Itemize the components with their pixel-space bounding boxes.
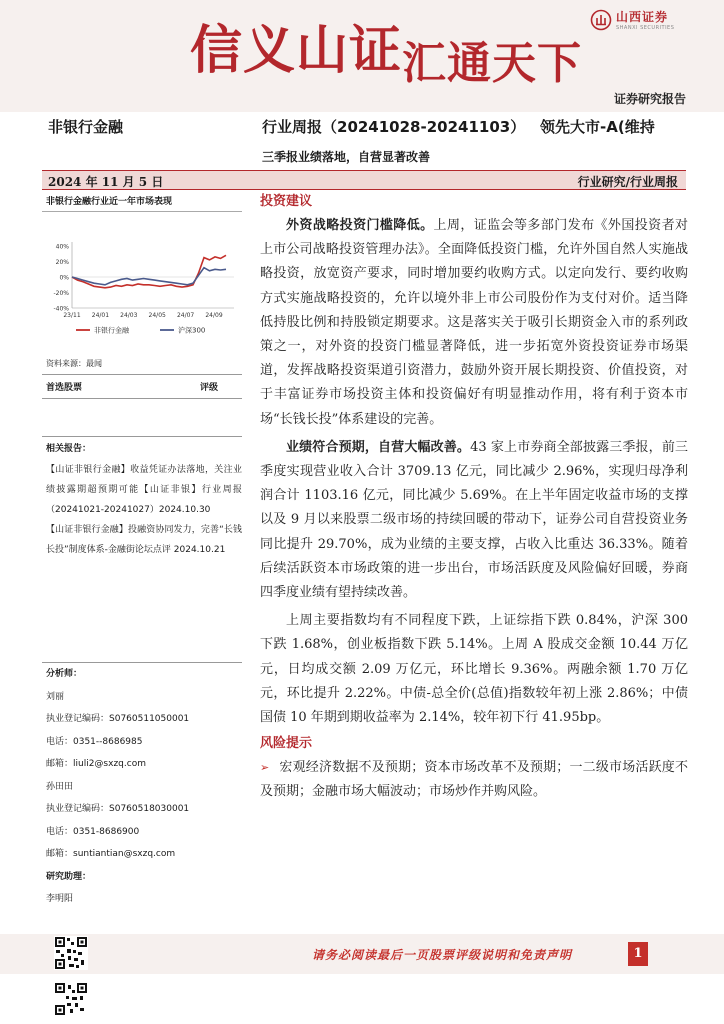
header-banner bbox=[0, 0, 724, 112]
x-tick-label: 24/03 bbox=[120, 312, 138, 319]
top-stock-header bbox=[42, 374, 242, 399]
report-date: 2024 年 11 月 5 日 bbox=[48, 175, 164, 189]
rating-label: 评级 bbox=[199, 383, 218, 393]
series-line bbox=[72, 268, 226, 285]
company-logo bbox=[590, 8, 674, 31]
disclaimer-notice: 请务必阅读最后一页股票评级说明和免责声明 bbox=[312, 948, 573, 962]
section-head-investment: 投资建议 bbox=[260, 194, 313, 209]
analyst-email[interactable]: 邮箱：suntiantian@sxzq.com bbox=[46, 849, 176, 859]
x-tick-label: 24/05 bbox=[148, 312, 166, 319]
analyst-phone: 电话：0351--8686985 bbox=[46, 736, 143, 747]
legend-label: 非银行金融 bbox=[94, 326, 129, 335]
sidebar bbox=[42, 192, 242, 904]
arrow-bullet-icon: ➢ bbox=[260, 761, 270, 775]
industry-rating: 领先大市-A(维持 bbox=[540, 118, 655, 136]
logo-icon bbox=[590, 9, 612, 31]
main-content bbox=[260, 192, 688, 804]
report-type: 证券研究报告 bbox=[613, 92, 686, 106]
x-tick-label: 24/07 bbox=[176, 312, 195, 319]
analyst-name: 刘丽 bbox=[46, 691, 65, 702]
top-stock-label: 首选股票 bbox=[46, 383, 83, 393]
chart-title: 非银行金融行业近一年市场表现 bbox=[42, 192, 242, 212]
qr-code-icon bbox=[54, 936, 88, 970]
analyst-name: 孙田田 bbox=[46, 781, 74, 792]
qr-code-icon bbox=[54, 982, 88, 1016]
legend-label: 沪深300 bbox=[178, 326, 206, 335]
page-number: 1 bbox=[628, 942, 648, 966]
date-bar bbox=[42, 170, 686, 190]
assistant-head: 研究助理： bbox=[46, 871, 92, 882]
y-tick-label: 0% bbox=[59, 274, 69, 282]
y-tick-label: -20% bbox=[53, 290, 69, 297]
related-report-link[interactable]: 【山证非银行金融】收益凭证办法落地，关注业绩披露期超预期可能【山证非银】行业周报（20241021-20241027）2024.10.30 bbox=[46, 465, 242, 515]
sector-title: 非银行金融 bbox=[48, 118, 124, 136]
analyst-info bbox=[42, 662, 242, 911]
report-title: 行业周报（20241028-20241103） bbox=[262, 118, 526, 136]
analyst-reg: 执业登记编码：S0760518030001 bbox=[46, 804, 190, 814]
risk-text: 宏观经济数据不及预期；资本市场改革不及预期；一二级市场活跃度不及预期；金融市场大幅波动；市场炒作并购风险。 bbox=[260, 760, 688, 800]
logo-name-en: SHANXI SECURITIES bbox=[616, 25, 675, 31]
y-tick-label: -40% bbox=[53, 305, 69, 313]
slogan-part2: 汇通天下 bbox=[402, 38, 583, 89]
paragraph-lead: 外资战略投资门槛降低。 bbox=[286, 218, 434, 233]
section-head-risk: 风险提示 bbox=[260, 736, 313, 752]
footer bbox=[0, 934, 724, 974]
analyst-email[interactable]: 邮箱：liuli2@sxzq.com bbox=[46, 759, 146, 769]
x-tick-label: 23/11 bbox=[63, 312, 81, 319]
related-reports bbox=[42, 436, 242, 560]
paragraph-foreign-investment bbox=[260, 214, 688, 432]
y-tick-label: 20% bbox=[55, 259, 69, 266]
assistant-name: 李明阳 bbox=[46, 894, 74, 904]
related-report-link[interactable]: 【山证非银行金融】投融资协同发力，完善“长钱长投”制度体系-金融街论坛点评 2024.10.21 bbox=[46, 525, 242, 555]
x-tick-label: 24/01 bbox=[91, 312, 110, 319]
paragraph-body: 上周，证监会等多部门发布《外国投资者对上市公司战略投资管理办法》。全面降低投资门槛，允许外国自然人实施战略投资，放宽资产要求，同时增加要约收购方式。以定向发行、要约收购方式实施战略投资的，允许以境外非上市公司股份作为支付对价。适当降低持股比例和持股锁定期要求。这是落实关于吸引长期资金入市的系列政策之一，对外资的投资门槛显著降低，进一步拓宽外资投资证券市场渠道，发挥战略投资渠道引资潜力，鼓励外资开展长期投资、价值投资，对于丰富证券市场投资主体和投资偏好有明显推动作用，将有利于资本市场“长钱长投”体系建设的完善。 bbox=[260, 218, 688, 427]
analyst-phone: 电话：0351-8686900 bbox=[46, 826, 140, 837]
logo-name: 山西证券 bbox=[616, 10, 669, 24]
report-category: 行业研究/行业周报 bbox=[577, 175, 678, 189]
y-tick-label: 40% bbox=[55, 243, 69, 251]
slogan bbox=[190, 8, 583, 89]
paragraph-market: 上周主要指数均有不同程度下跌，上证综指下跌 0.84%，沪深 300 下跌 1.68%，创业板指数下跌 5.14%。上周 A 股成交金额 10.44 万亿元，日均成交额 2.09 万亿元，环比增长 9.36%。两融余额 1.70 万亿元，环比提升 2.22%。中债-总全价(总值)指数较年初上涨 2.86%；中债国债 10 年期到期收益率为 2.14%，较年初下行 41.95bp。 bbox=[260, 613, 688, 726]
analyst-reg: 执业登记编码：S0760511050001 bbox=[46, 714, 190, 724]
paragraph-earnings bbox=[260, 436, 688, 605]
risk-item bbox=[260, 756, 688, 804]
x-tick-label: 24/09 bbox=[205, 312, 223, 319]
paragraph-body: 43 家上市券商全部披露三季报，前三季度实现营业收入合计 3709.13 亿元，同比减少 2.96%，实现归母净利润合计 1103.16 亿元，同比减少 5.69%。在上半年固定收益市场的支撑以及 9 月以来股票二级市场的持续回暖的带动下，证券公司自营投资业务同比提升 29.70%，成为业绩的主要支撑，占收入比重达 36.33%。随着后续活跃资本市场政策的进一步出台，市场活跃度及风险偏好回暖，券商四季度业绩有望持续改善。 bbox=[260, 439, 688, 601]
paragraph-lead: 业绩符合预期，自营大幅改善。 bbox=[286, 439, 471, 455]
chart-source: 资料来源：最闻 bbox=[46, 359, 102, 368]
analyst-head: 分析师： bbox=[46, 669, 83, 679]
report-subtitle: 三季报业绩落地，自营显著改善 bbox=[262, 150, 431, 164]
performance-chart bbox=[42, 212, 242, 344]
slogan-part1: 信义山证 bbox=[190, 21, 403, 81]
related-head: 相关报告： bbox=[46, 444, 92, 454]
